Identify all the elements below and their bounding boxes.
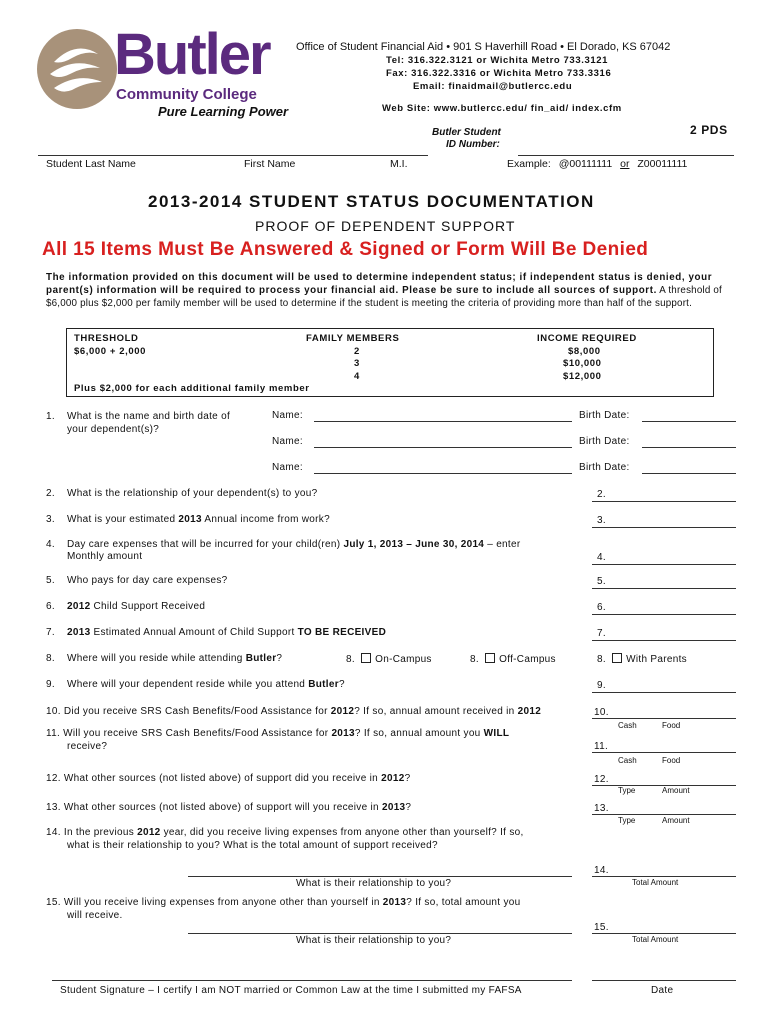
last-name-label: Student Last Name xyxy=(46,158,136,170)
student-name-line[interactable] xyxy=(38,155,428,156)
q10-answer-field[interactable] xyxy=(592,718,736,719)
q15-answer-number: 15. xyxy=(594,922,609,933)
id-label-1: Butler Student xyxy=(432,127,501,138)
dependent-2-birth-field[interactable] xyxy=(642,447,736,448)
income-row-2: $10,000 xyxy=(563,358,602,369)
q12-type-label: Type xyxy=(618,786,636,795)
office-address: Office of Student Financial Aid • 901 S Haverhill Road • El Dorado, KS 67042 xyxy=(296,41,671,53)
income-header: INCOME REQUIRED xyxy=(537,333,637,344)
q6-answer-number: 6. xyxy=(597,602,606,613)
members-row-1: 2 xyxy=(354,346,360,357)
q11-answer-field[interactable] xyxy=(592,752,736,753)
dependent-1-birth-label: Birth Date: xyxy=(579,410,630,421)
threshold-base: $6,000 + 2,000 xyxy=(74,346,147,357)
q11-answer-number: 11. xyxy=(594,741,609,752)
q14-text-2: what is their relationship to you? What is the total amount of support received? xyxy=(67,840,438,851)
q10-answer-number: 10. xyxy=(594,707,609,718)
q4-number: 4. xyxy=(46,539,55,550)
q6-text: 2012 Child Support Received xyxy=(67,601,206,612)
q15-text: 15. Will you receive living expenses from anyone other than yourself in 2013? If so, total amount you xyxy=(46,897,521,908)
q14-amount-field[interactable] xyxy=(592,876,736,877)
telephone: Tel: 316.322.3121 or Wichita Metro 733.3121 xyxy=(386,55,608,66)
intro-paragraph xyxy=(46,272,722,310)
q13-type-label: Type xyxy=(618,816,636,825)
date-label: Date xyxy=(651,985,674,996)
first-name-label: First Name xyxy=(244,158,296,170)
form-title: 2013-2014 STUDENT STATUS DOCUMENTATION xyxy=(148,192,595,211)
q13-amount-label: Amount xyxy=(662,816,690,825)
dependent-3-birth-label: Birth Date: xyxy=(579,462,630,473)
website: Web Site: www.butlercc.edu/ fin_aid/ index.cfm xyxy=(382,103,622,114)
with-parents-checkbox[interactable] xyxy=(612,653,622,663)
q11-text: 11. Will you receive SRS Cash Benefits/Food Assistance for 2013? If so, annual amount you WILL xyxy=(46,728,510,739)
members-row-3: 4 xyxy=(354,371,360,382)
q5-answer-number: 5. xyxy=(597,576,606,587)
q14-answer-number: 14. xyxy=(594,865,609,876)
dependent-1-birth-field[interactable] xyxy=(642,421,736,422)
q2-number: 2. xyxy=(46,488,55,499)
q15-relationship-field[interactable] xyxy=(188,933,572,934)
dependent-3-name-label: Name: xyxy=(272,462,303,473)
example-id-2: Z00011111 xyxy=(637,158,688,170)
q2-text: What is the relationship of your dependent(s) to you? xyxy=(67,488,318,499)
q10-cash-label: Cash xyxy=(618,721,637,730)
q14-relationship-label: What is their relationship to you? xyxy=(296,878,452,889)
intro-bold: The information provided on this document will be used to determine independent status; if independent status is denied, your parent(s) information will be required to process your financial aid. Please be sure to include all sources of support. xyxy=(46,272,713,296)
q9-number: 9. xyxy=(46,679,55,690)
q9-text: Where will your dependent reside while you attend Butler? xyxy=(67,679,345,690)
email: Email: finaidmail@butlercc.edu xyxy=(413,81,573,92)
student-id-line[interactable] xyxy=(518,155,734,156)
q4-text-2: Monthly amount xyxy=(67,551,143,562)
q12-text: 12. What other sources (not listed above) of support did you receive in 2012? xyxy=(46,773,411,784)
signature-label: Student Signature – I certify I am NOT married or Common Law at the time I submitted my FAFSA xyxy=(60,985,522,996)
q15-relationship-label: What is their relationship to you? xyxy=(296,935,452,946)
q11-text-2: receive? xyxy=(67,741,108,752)
q1-number: 1. xyxy=(46,411,55,422)
dependent-3-name-field[interactable] xyxy=(314,473,572,474)
q6-answer-field[interactable] xyxy=(592,614,736,615)
date-field[interactable] xyxy=(592,980,736,981)
logo-name: Butler xyxy=(114,22,270,87)
q3-answer-field[interactable] xyxy=(592,527,736,528)
q7-number: 7. xyxy=(46,627,55,638)
q2-answer-field[interactable] xyxy=(592,501,736,502)
q15-amount-field[interactable] xyxy=(592,933,736,934)
q12-amount-label: Amount xyxy=(662,786,690,795)
threshold-note: Plus $2,000 for each additional family member xyxy=(74,383,310,394)
dependent-1-name-field[interactable] xyxy=(314,421,572,422)
q14-relationship-field[interactable] xyxy=(188,876,572,877)
signature-field[interactable] xyxy=(52,980,572,981)
butler-emblem-icon xyxy=(36,28,118,110)
example-label: Example: xyxy=(507,158,551,170)
threshold-header: THRESHOLD xyxy=(74,333,139,344)
family-header: FAMILY MEMBERS xyxy=(306,333,400,344)
q3-text: What is your estimated 2013 Annual income from work? xyxy=(67,514,330,525)
q11-cash-label: Cash xyxy=(618,756,637,765)
q3-number: 3. xyxy=(46,514,55,525)
q15-text-2: will receive. xyxy=(67,910,123,921)
logo-tagline: Pure Learning Power xyxy=(158,104,289,119)
logo-sub: Community College xyxy=(116,86,257,103)
q5-text: Who pays for day care expenses? xyxy=(67,575,228,586)
q4-answer-field[interactable] xyxy=(592,564,736,565)
q13-answer-number: 13. xyxy=(594,803,609,814)
intro-rest: A threshold of $6,000 plus $2,000 per family member will be used to determine if the student is meeting the criteria of providing more than half of the support. xyxy=(46,284,722,309)
q8-option-off-campus[interactable]: 8. Off-Campus xyxy=(470,654,556,665)
q2-answer-number: 2. xyxy=(597,489,606,500)
q8-option-on-campus[interactable]: 8. On-Campus xyxy=(346,654,432,665)
dependent-2-birth-label: Birth Date: xyxy=(579,436,630,447)
q5-answer-field[interactable] xyxy=(592,588,736,589)
dependent-3-birth-field[interactable] xyxy=(642,473,736,474)
q6-number: 6. xyxy=(46,601,55,612)
q5-number: 5. xyxy=(46,575,55,586)
q4-answer-number: 4. xyxy=(597,552,606,563)
q7-text: 2013 Estimated Annual Amount of Child Support TO BE RECEIVED xyxy=(67,627,387,638)
example-or: or xyxy=(620,158,630,170)
q4-text: Day care expenses that will be incurred for your child(ren) July 1, 2013 – June 30, 2014 – enter xyxy=(67,539,521,550)
pages-count: 2 PDS xyxy=(690,123,728,137)
id-example xyxy=(507,158,687,170)
q8-number: 8. xyxy=(46,653,55,664)
dependent-2-name-field[interactable] xyxy=(314,447,572,448)
form-subtitle: PROOF OF DEPENDENT SUPPORT xyxy=(255,218,516,234)
q7-answer-number: 7. xyxy=(597,628,606,639)
q1-text-1: What is the name and birth date of xyxy=(67,411,231,422)
q12-answer-number: 12. xyxy=(594,774,609,785)
on-campus-checkbox[interactable] xyxy=(361,653,371,663)
q14-total-label: Total Amount xyxy=(632,878,679,887)
off-campus-checkbox[interactable] xyxy=(485,653,495,663)
mi-label: M.I. xyxy=(390,158,408,170)
q11-food-label: Food xyxy=(662,756,681,765)
id-label-2: ID Number: xyxy=(446,139,500,150)
example-id-1: @00111111 xyxy=(558,158,613,170)
members-row-2: 3 xyxy=(354,358,360,369)
q13-text: 13. What other sources (not listed above) of support will you receive in 2013? xyxy=(46,802,412,813)
q1-text-2: your dependent(s)? xyxy=(67,424,160,435)
warning-banner: All 15 Items Must Be Answered & Signed or Form Will Be Denied xyxy=(42,239,649,260)
q10-text: 10. Did you receive SRS Cash Benefits/Food Assistance for 2012? If so, annual amount received in 2012 xyxy=(46,706,542,717)
dependent-2-name-label: Name: xyxy=(272,436,303,447)
q8-option-with-parents[interactable]: 8. With Parents xyxy=(597,654,687,665)
q9-answer-field[interactable] xyxy=(592,692,736,693)
q9-answer-number: 9. xyxy=(597,680,606,691)
fax: Fax: 316.322.3316 or Wichita Metro 733.3316 xyxy=(386,68,612,79)
q7-answer-field[interactable] xyxy=(592,640,736,641)
dependent-1-name-label: Name: xyxy=(272,410,303,421)
income-row-3: $12,000 xyxy=(563,371,602,382)
q8-text: Where will you reside while attending Butler? xyxy=(67,653,283,664)
q3-answer-number: 3. xyxy=(597,515,606,526)
income-row-1: $8,000 xyxy=(568,346,601,357)
q10-food-label: Food xyxy=(662,721,681,730)
q14-text: 14. In the previous 2012 year, did you receive living expenses from anyone other than yourself? If so, xyxy=(46,827,524,838)
q13-answer-field[interactable] xyxy=(592,814,736,815)
q15-total-label: Total Amount xyxy=(632,935,679,944)
